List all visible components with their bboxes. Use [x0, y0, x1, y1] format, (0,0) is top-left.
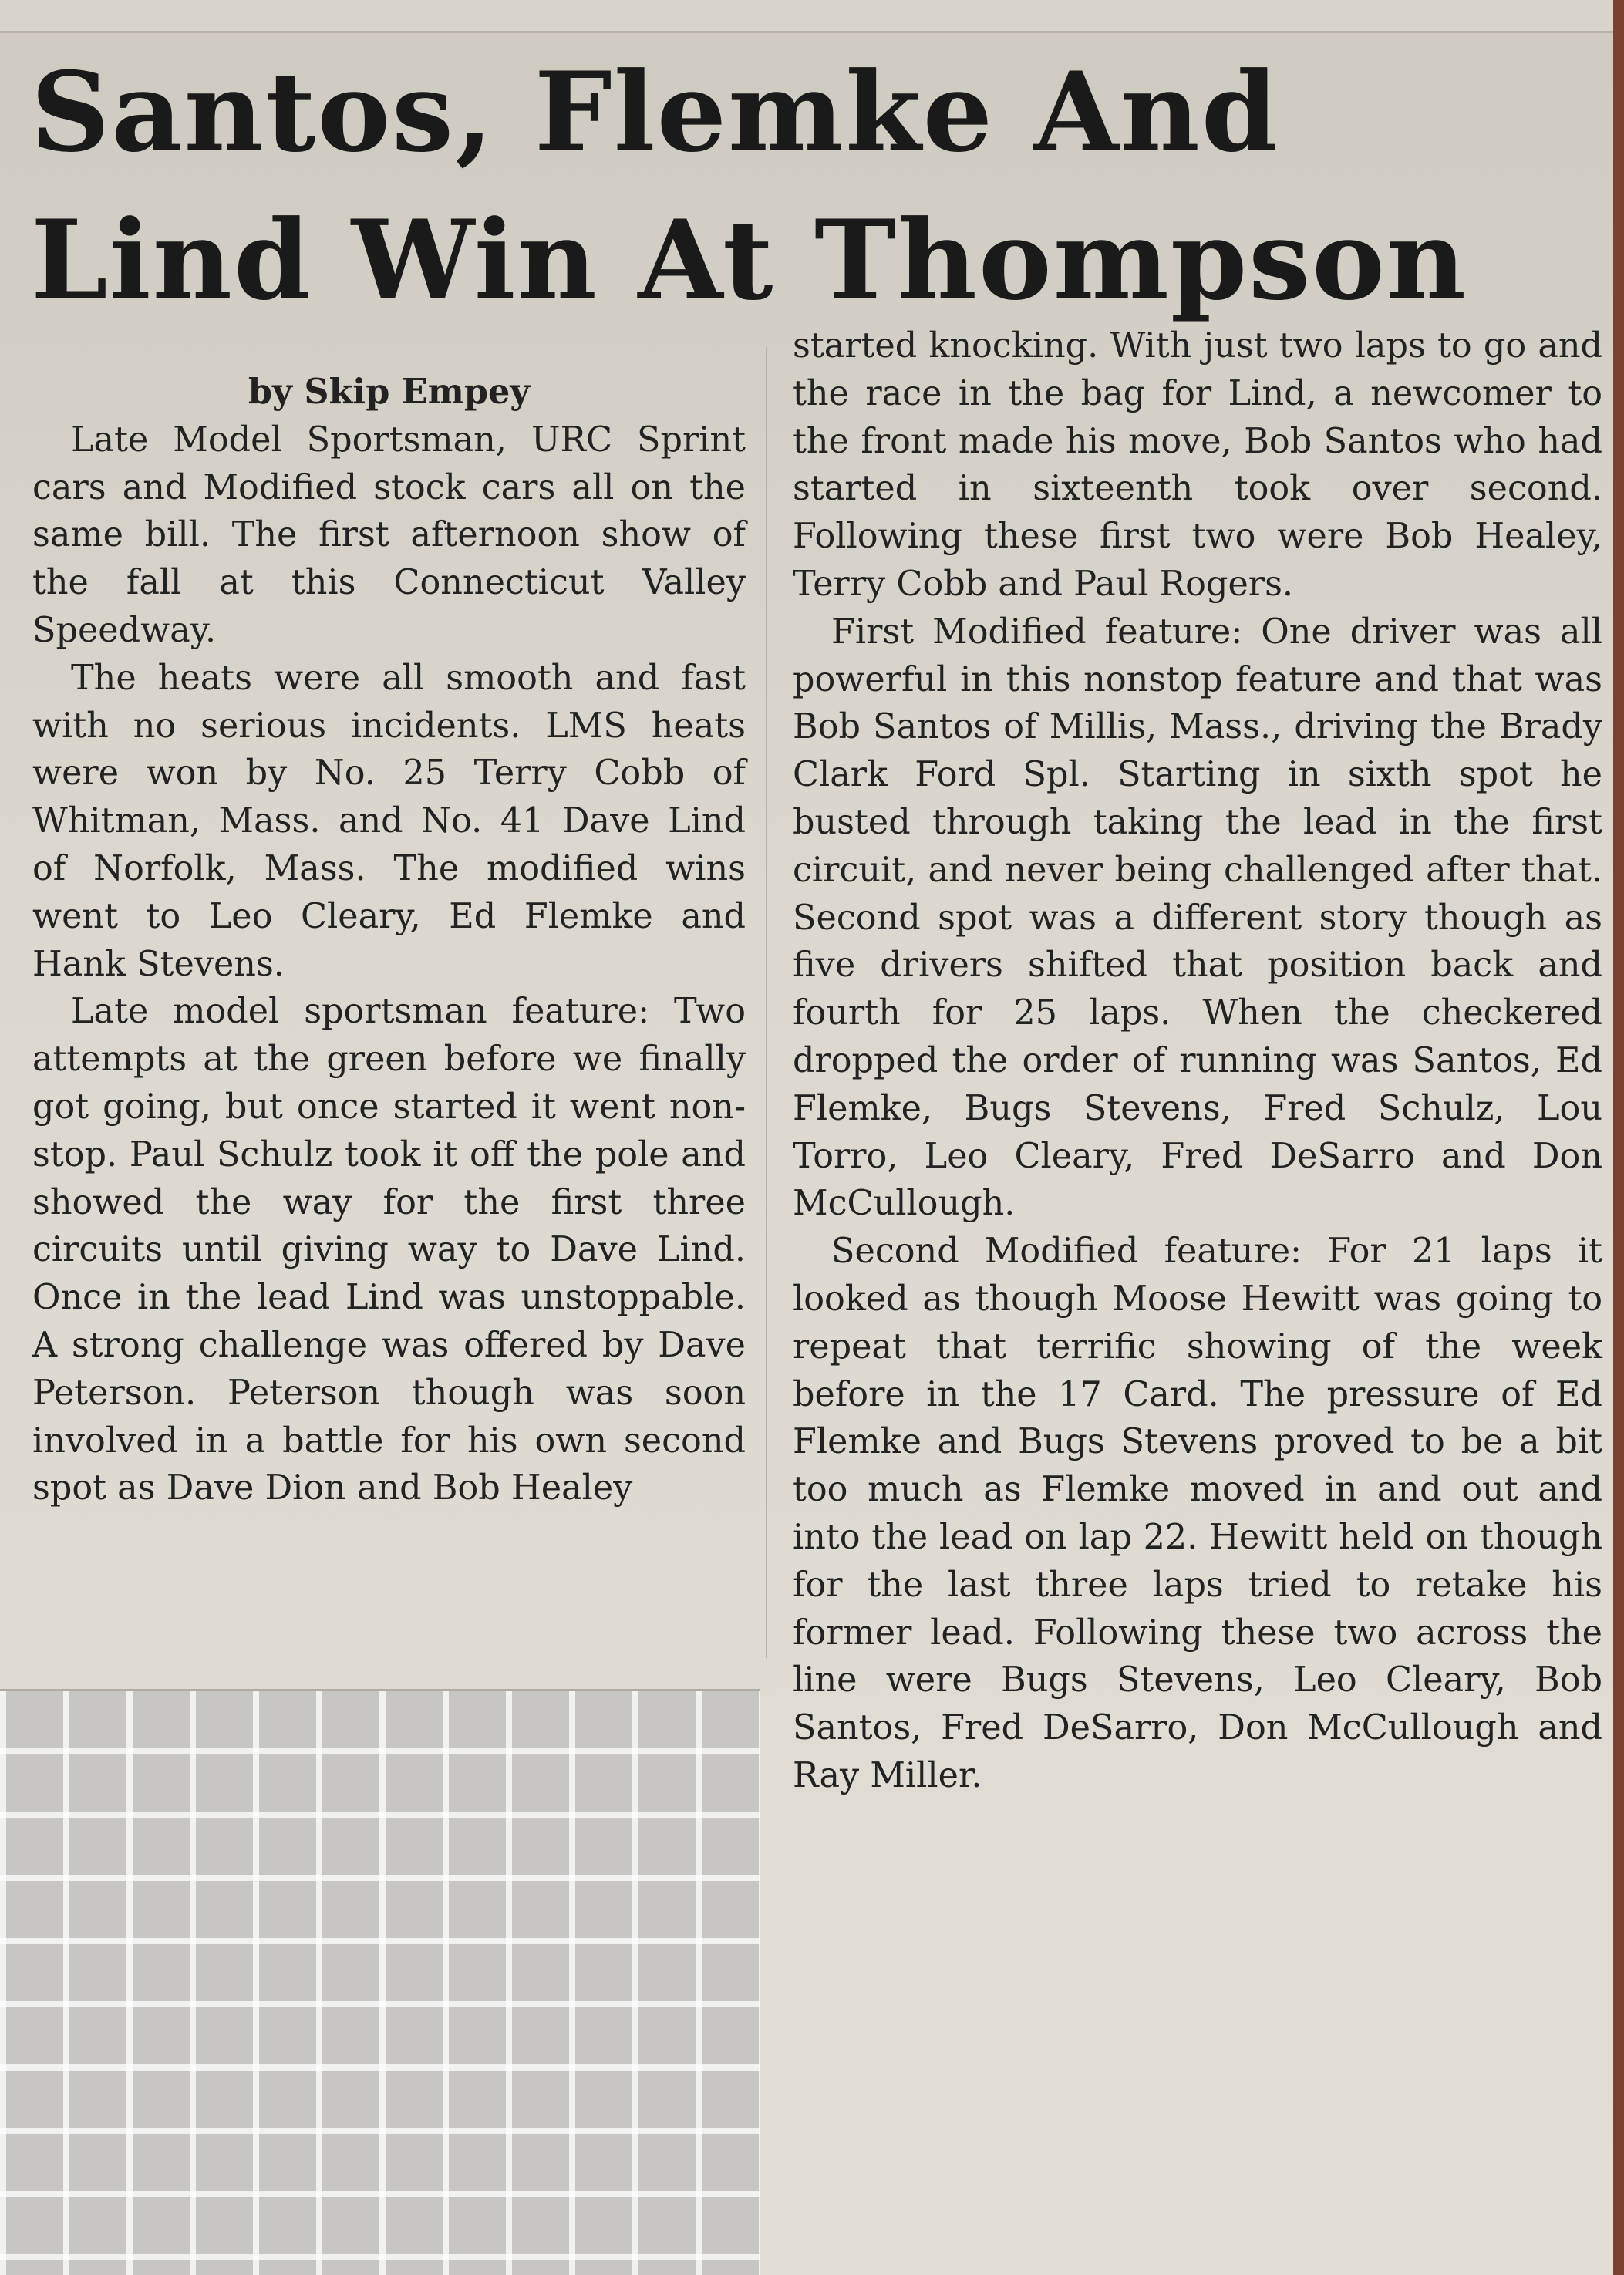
paragraph-first-modified: First Modified feature: One driver was all powerful in this nonstop feature and that was Bob Santos of Millis, Mass., driving the Brady Clark Ford Spl. Starting in sixth spot he busted through taking the lead in the first circuit, and never being challenged after that. Second spot was a different story though as five drivers shifted that position back and fourth for 25 laps. When the checkered dropped the order of running was Santos, Ed Flemke, Bugs Stevens, Fred Schulz, Lou Torro, Leo Cleary, Fred DeSarro and Don McCullough.	[793, 612, 1602, 1224]
clipping-top-edge	[0, 0, 1624, 33]
headline	[31, 39, 1481, 335]
paragraph-heats: The heats were all smooth and fast with no serious incidents. LMS heats were won by No. 25 Terry Cobb of Whitman, Mass. and No. 41 Dave Lind of Norfolk, Mass. The modified wins went to Leo Cleary, Ed Flemke and Hank Stevens.	[32, 658, 746, 984]
left-column	[32, 369, 746, 1512]
headline-line-1: Santos, Flemke And	[31, 49, 1280, 177]
column-divider	[766, 347, 767, 1658]
background-grid-pattern	[0, 1689, 760, 2275]
byline: by Skip Empey	[248, 372, 531, 412]
paragraph-lms-feature: Late model sportsman feature: Two attempts at the green before we finally got going, but once started it went non-stop. Paul Schulz took it off the pole and showed the way for the first three circuits until giving way to Dave Lind. Once in the lead Lind was unstoppable. A strong challenge was offered by Dave Peterson. Peterson though was soon involved in a battle for his own second spot as Dave Dion and Bob Healey	[32, 992, 746, 1508]
headline-line-2: Lind Win At Thompson	[31, 197, 1468, 325]
right-column	[793, 322, 1602, 1800]
paragraph-lms-continued: started knocking. With just two laps to go and the race in the bag for Lind, a newcomer to the front made his move, Bob Santos who had started in sixteenth took over second. Following these first two were Bob Healey, Terry Cobb and Paul Rogers.	[793, 326, 1602, 604]
paragraph-intro: Late Model Sportsman, URC Sprint cars and Modified stock cars all on the same bill. The first afternoon show of the fall at this Connecticut Valley Speedway.	[32, 420, 746, 650]
background-surface-edge	[1613, 0, 1624, 2275]
paragraph-second-modified: Second Modified feature: For 21 laps it looked as though Moose Hewitt was going to repeat that terrific showing of the week before in the 17 Card. The pressure of Ed Flemke and Bugs Stevens proved to be a bit too much as Flemke moved in and out and into the lead on lap 22. Hewitt held on though for the last three laps tried to retake his former lead. Following these two across the line were Bugs Stevens, Leo Cleary, Bob Santos, Fred DeSarro, Don McCullough and Ray Miller.	[793, 1232, 1602, 1795]
